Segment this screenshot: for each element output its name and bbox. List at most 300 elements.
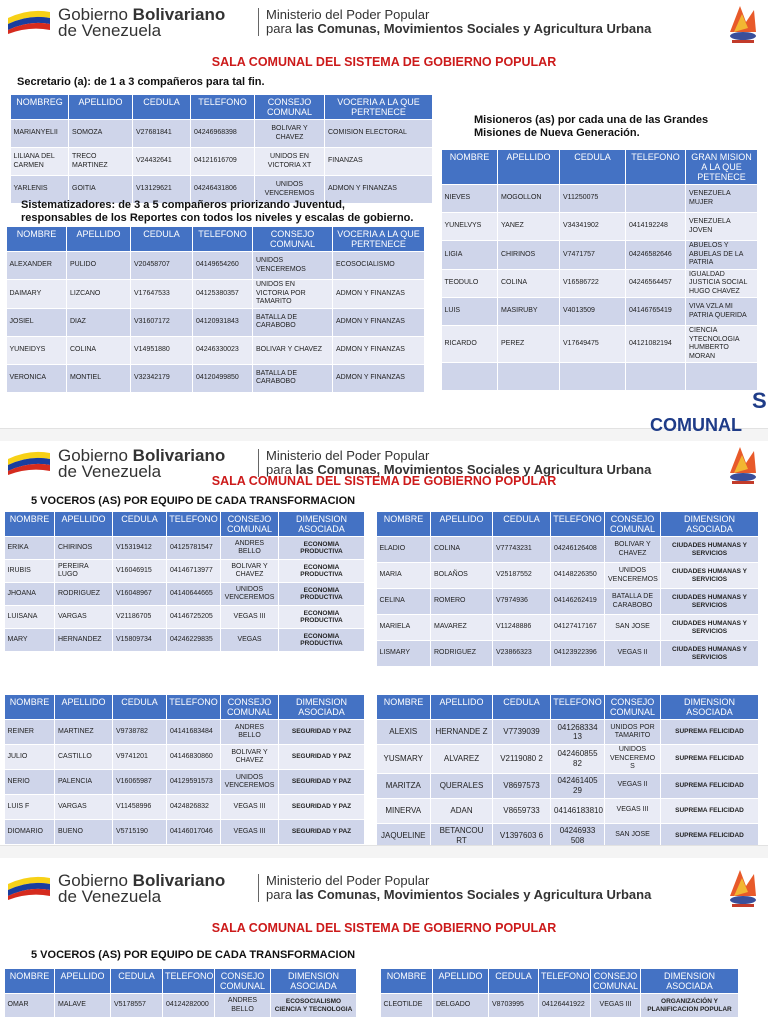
table-cell: BOLIVAR Y CHAVEZ <box>255 120 325 148</box>
table-cell: CIUDADES HUMANAS Y SERVICIOS <box>661 589 759 615</box>
table-cell: MALAVE <box>55 994 111 1018</box>
table-cell: ADMON Y FINANZAS <box>333 336 425 364</box>
column-header: CEDULA <box>493 512 551 537</box>
table-cell: LUISANA <box>5 606 55 629</box>
table-cell: 04129591573 <box>167 770 221 795</box>
table-cell: CIUDADES HUMANAS Y SERVICIOS <box>661 563 759 589</box>
table-cell: 04125781547 <box>167 537 221 560</box>
column-header: APELLIDO <box>431 695 493 720</box>
table-cell: SAN JOSE <box>605 823 661 848</box>
column-header: DIMENSION ASOCIADA <box>271 969 357 994</box>
table-cell: QUERALES <box>431 773 493 798</box>
table-row <box>377 563 759 589</box>
table-cell: SEGURIDAD Y PAZ <box>279 820 365 845</box>
table-cell: V15319412 <box>113 537 167 560</box>
table-cell: V16048967 <box>113 583 167 606</box>
table-cell: 04123922396 <box>551 641 605 667</box>
column-header: CONSEJO COMUNAL <box>221 512 279 537</box>
table-cell: SUPREMA FELICIDAD <box>661 720 759 745</box>
table-cell: YUNELVYS <box>442 213 498 241</box>
table-cell: RICARDO <box>442 326 498 363</box>
ministerio-line-2: para las Comunas, Movimientos Sociales y Agricultura Urbana <box>266 887 652 902</box>
table-cell: FINANZAS <box>325 148 433 176</box>
table-cell: MONTIEL <box>67 364 131 392</box>
table-row <box>377 745 759 774</box>
table-cell: VEGAS III <box>591 994 641 1018</box>
table-cell: V27681841 <box>133 120 191 148</box>
table-cell: SUPREMA FELICIDAD <box>661 823 759 848</box>
table-row <box>11 148 433 176</box>
table-cell: V7471757 <box>560 241 626 270</box>
table-row <box>377 773 759 798</box>
table-cell: V8703995 <box>489 994 539 1018</box>
table-cell: VEGAS <box>221 629 279 652</box>
ministerio-line-1: Ministerio del Poder Popular <box>266 7 430 22</box>
table-cell: VARGAS <box>55 795 113 820</box>
comunas-logo-icon <box>724 866 762 910</box>
table-cell <box>442 363 498 391</box>
table-row <box>5 745 365 770</box>
column-header: CEDULA <box>111 969 163 994</box>
table-cell: NERIO <box>5 770 55 795</box>
column-header: APELLIDO <box>69 95 133 120</box>
table-cell: UNIDOS POR TAMARITO <box>605 720 661 745</box>
table-cell <box>626 363 686 391</box>
table-cell: MARIANYELII <box>11 120 69 148</box>
table-cell: RODRIGUEZ <box>431 641 493 667</box>
table-cell: LIZCANO <box>67 280 131 309</box>
venezuela-flag-icon <box>8 8 50 34</box>
table-cell: BOLIVAR Y CHAVEZ <box>221 560 279 583</box>
misioneros-label <box>474 114 714 140</box>
table-cell: BATALLA DE CARABOBO <box>253 364 333 392</box>
table-cell: CHIRINOS <box>55 537 113 560</box>
column-header: TELEFONO <box>193 227 253 252</box>
table-cell: CIUDADES HUMANAS Y SERVICIOS <box>661 615 759 641</box>
seguridad-table <box>4 694 365 845</box>
table-cell: VEGAS III <box>605 798 661 823</box>
table-cell: V9738782 <box>113 720 167 745</box>
column-header: CEDULA <box>493 695 551 720</box>
table-cell: V9741201 <box>113 745 167 770</box>
table-cell: LILIANA DEL CARMEN <box>11 148 69 176</box>
table-cell: ORGANIZACIÓN Y PLANIFICACION POPULAR <box>641 994 739 1018</box>
table-cell: JAQUELINE <box>377 823 431 848</box>
column-header: CEDULA <box>133 95 191 120</box>
table-cell: 04246564457 <box>626 269 686 298</box>
table-cell: 04246126408 <box>551 537 605 563</box>
table-cell: SEGURIDAD Y PAZ <box>279 795 365 820</box>
table-cell: UNIDOS EN VICTORIA POR TAMARITO <box>253 280 333 309</box>
gobierno-subtitle: de Venezuela <box>58 462 162 481</box>
table-cell: 04246582646 <box>626 241 686 270</box>
table-cell: SEGURIDAD Y PAZ <box>279 720 365 745</box>
table-cell: MARITZA <box>377 773 431 798</box>
table-cell: TEODULO <box>442 269 498 298</box>
column-header: CONSEJO COMUNAL <box>221 695 279 720</box>
table-cell: VEGAS III <box>221 606 279 629</box>
table-cell: 04121082194 <box>626 326 686 363</box>
sistematizadores-label <box>21 199 441 225</box>
table-cell: 04146713977 <box>167 560 221 583</box>
column-header: NOMBRE <box>377 695 431 720</box>
table-cell: SUPREMA FELICIDAD <box>661 798 759 823</box>
table-row <box>7 308 425 336</box>
table-cell: 04146262419 <box>551 589 605 615</box>
column-header: APELLIDO <box>431 512 493 537</box>
table-cell: IGUALDAD JUSTICIA SOCIAL HUGO CHAVEZ <box>686 269 758 298</box>
table-cell: CIUDADES HUMANAS Y SERVICIOS <box>661 641 759 667</box>
table-cell: 04120931843 <box>193 308 253 336</box>
table-cell: RODRIGUEZ <box>55 583 113 606</box>
fragment-comunal: COMUNAL <box>650 415 742 435</box>
table-row <box>377 615 759 641</box>
column-header: VOCERIA A LA QUE PERTENECE <box>325 95 433 120</box>
table-cell: SOMOZA <box>69 120 133 148</box>
table-cell: V25187552 <box>493 563 551 589</box>
column-header: NOMBRE <box>442 150 498 185</box>
table-cell: CIENCIA YTECNOLOGIA HUMBERTO MORAN <box>686 326 758 363</box>
table-cell: V11250075 <box>560 185 626 213</box>
table-row <box>7 280 425 309</box>
table-cell: ALEXANDER <box>7 252 67 280</box>
table-cell: CLEOTILDE <box>381 994 433 1018</box>
table-cell: 04124282000 <box>163 994 215 1018</box>
table-row <box>442 298 758 326</box>
table-cell: BOLIVAR Y CHAVEZ <box>221 745 279 770</box>
column-header: TELEFONO <box>167 695 221 720</box>
table-cell <box>560 363 626 391</box>
table-cell: V34341902 <box>560 213 626 241</box>
table-cell: BETANCOU RT <box>431 823 493 848</box>
table-cell: V16065987 <box>113 770 167 795</box>
table-cell: 041268334 13 <box>551 720 605 745</box>
column-header: NOMBRE <box>5 695 55 720</box>
table-cell: LISMARY <box>377 641 431 667</box>
table-cell: COLINA <box>498 269 560 298</box>
table-cell: VEGAS III <box>221 795 279 820</box>
table-row <box>377 798 759 823</box>
header-3 <box>6 870 706 904</box>
column-header: NOMBRE <box>5 969 55 994</box>
table-cell: MARIA <box>377 563 431 589</box>
table-cell: SUPREMA FELICIDAD <box>661 773 759 798</box>
table-row <box>442 185 758 213</box>
gobierno-subtitle: de Venezuela <box>58 21 162 40</box>
table-cell: MARY <box>5 629 55 652</box>
table-cell: DIOMARIO <box>5 820 55 845</box>
table-cell: UNIDOS VENCEREMOS <box>605 563 661 589</box>
table-cell: V7974936 <box>493 589 551 615</box>
table-cell: ABUELOS Y ABUELAS DE LA PATRIA <box>686 241 758 270</box>
table-cell: ADAN <box>431 798 493 823</box>
table-cell: 04121616709 <box>191 148 255 176</box>
table-cell: V21186705 <box>113 606 167 629</box>
table-cell: CASTILLO <box>55 745 113 770</box>
table-cell: V17647533 <box>131 280 193 309</box>
table-cell: 04141683484 <box>167 720 221 745</box>
table-cell: MASIRUBY <box>498 298 560 326</box>
organizacion-table <box>380 968 739 1018</box>
table-cell: VENEZUELA JOVEN <box>686 213 758 241</box>
table-cell: ECONOMIA PRODUCTIVA <box>279 583 365 606</box>
table-cell: PALENCIA <box>55 770 113 795</box>
voceros-label: 5 VOCEROS (AS) POR EQUIPO DE CADA TRANSFORMACION <box>31 495 356 507</box>
column-header: NOMBRE <box>381 969 433 994</box>
table-row <box>5 629 365 652</box>
table-cell: ECOSOCIALISMO CIENCIA Y TECNOLOGIA <box>271 994 357 1018</box>
table-cell: MOGOLLON <box>498 185 560 213</box>
table-cell: V5178557 <box>111 994 163 1018</box>
table-cell: 04246933 508 <box>551 823 605 848</box>
table-row <box>5 770 365 795</box>
table-row <box>11 120 433 148</box>
table-cell: ECONOMIA PRODUCTIVA <box>279 537 365 560</box>
table-cell: SEGURIDAD Y PAZ <box>279 770 365 795</box>
table-row <box>5 537 365 560</box>
economia-table <box>4 511 365 652</box>
table-cell: V24432641 <box>133 148 191 176</box>
table-cell: PEREIRA LUGO <box>55 560 113 583</box>
column-header: DIMENSION ASOCIADA <box>661 512 759 537</box>
table-cell: UNIDOS EN VICTORIA XT <box>255 148 325 176</box>
table-cell: V5715190 <box>113 820 167 845</box>
table-cell: PULIDO <box>67 252 131 280</box>
column-header: APELLIDO <box>55 969 111 994</box>
comunas-logo-icon <box>724 2 762 46</box>
table-row <box>377 589 759 615</box>
table-cell: ECONOMIA PRODUCTIVA <box>279 606 365 629</box>
table-cell: 0414192248 <box>626 213 686 241</box>
table-cell: V31607172 <box>131 308 193 336</box>
column-header: CONSEJO COMUNAL <box>215 969 271 994</box>
gobierno-title: Gobierno Bolivariano <box>58 446 226 465</box>
table-cell: MARTINEZ <box>55 720 113 745</box>
table-cell: 0424826832 <box>167 795 221 820</box>
column-header: GRAN MISION A LA QUE PETENECE <box>686 150 758 185</box>
table-cell: VENEZUELA MUJER <box>686 185 758 213</box>
table-cell: V4013509 <box>560 298 626 326</box>
column-header: TELEFONO <box>551 512 605 537</box>
misioneros-table <box>441 149 758 391</box>
table-cell: BATALLA DE CARABOBO <box>253 308 333 336</box>
column-header: CONSEJO COMUNAL <box>591 969 641 994</box>
table-row <box>5 560 365 583</box>
table-cell: V17649475 <box>560 326 626 363</box>
column-header: APELLIDO <box>55 695 113 720</box>
table-cell: UNIDOS VENCEREMO S <box>605 745 661 774</box>
header-divider <box>258 8 259 36</box>
column-header: NOMBRE <box>7 227 67 252</box>
table-cell: PEREZ <box>498 326 560 363</box>
table-cell: UNIDOS VENCEREMOS <box>253 252 333 280</box>
column-header: CEDULA <box>560 150 626 185</box>
table-cell: 04126441922 <box>539 994 591 1018</box>
table-cell: 04149654260 <box>193 252 253 280</box>
table-cell: ALVAREZ <box>431 745 493 774</box>
table-cell: V20458707 <box>131 252 193 280</box>
gobierno-title: Gobierno Bolivariano <box>58 5 226 24</box>
table-cell: V2119080 2 <box>493 745 551 774</box>
sistematizadores-line-2: responsables de los Reportes con todos los niveles y escalas de gobierno. <box>21 212 414 224</box>
table-cell: 04146183810 <box>551 798 605 823</box>
table-cell: 04246229835 <box>167 629 221 652</box>
table-cell: YUNEIDYS <box>7 336 67 364</box>
ecosocialismo-table <box>4 968 357 1018</box>
header-divider <box>258 874 259 902</box>
table-cell: ANDRES BELLO <box>221 537 279 560</box>
column-header: TELEFONO <box>167 512 221 537</box>
table-cell: DELGADO <box>433 994 489 1018</box>
table-row <box>7 336 425 364</box>
table-cell: V77743231 <box>493 537 551 563</box>
page-separator-2 <box>0 845 768 859</box>
table-cell: ECONOMIA PRODUCTIVA <box>279 560 365 583</box>
sistematizadores-line-1: Sistematizadores: de 3 a 5 compañeros priorizando Juventud, <box>21 199 345 211</box>
table-cell: V8697573 <box>493 773 551 798</box>
column-header: CEDULA <box>113 695 167 720</box>
table-cell <box>686 363 758 391</box>
column-header: TELEFONO <box>191 95 255 120</box>
table-cell: ANDRES BELLO <box>221 720 279 745</box>
table-cell: ERIKA <box>5 537 55 560</box>
table-row <box>5 820 365 845</box>
table-row <box>5 994 357 1018</box>
table-cell: UNIDOS VENCEREMOS <box>255 176 325 204</box>
ministerio-line-2: para las Comunas, Movimientos Sociales y Agricultura Urbana <box>266 21 652 36</box>
table-cell: 04148226350 <box>551 563 605 589</box>
table-cell: VARGAS <box>55 606 113 629</box>
table-cell: COLINA <box>67 336 131 364</box>
column-header: APELLIDO <box>67 227 131 252</box>
page-3 <box>0 858 768 1024</box>
table-row <box>5 795 365 820</box>
table-row <box>442 363 758 391</box>
table-cell: DIAZ <box>67 308 131 336</box>
column-header: NOMBREG <box>11 95 69 120</box>
table-cell: 04246330023 <box>193 336 253 364</box>
table-cell: LUIS <box>442 298 498 326</box>
table-cell: BOLIVAR Y CHAVEZ <box>605 537 661 563</box>
column-header: DIMENSION ASOCIADA <box>641 969 739 994</box>
table-cell: LIGIA <box>442 241 498 270</box>
table-row <box>377 641 759 667</box>
table-cell: JOSIEL <box>7 308 67 336</box>
table-cell: MAVAREZ <box>431 615 493 641</box>
table-cell: VEGAS II <box>605 641 661 667</box>
sala-title: SALA COMUNAL DEL SISTEMA DE GOBIERNO POPULAR <box>211 921 557 935</box>
table-cell: NIEVES <box>442 185 498 213</box>
table-cell: HERNANDE Z <box>431 720 493 745</box>
column-header: APELLIDO <box>433 969 489 994</box>
table-cell: DAIMARY <box>7 280 67 309</box>
header-divider <box>258 449 259 477</box>
table-cell: 04146017046 <box>167 820 221 845</box>
table-cell: SAN JOSE <box>605 615 661 641</box>
table-cell: 04125380357 <box>193 280 253 309</box>
sala-title: SALA COMUNAL DEL SISTEMA DE GOBIERNO POPULAR <box>211 55 557 69</box>
column-header: CEDULA <box>131 227 193 252</box>
table-cell: UNIDOS VENCEREMOS <box>221 583 279 606</box>
sistematizadores-table <box>6 226 425 393</box>
table-cell: YANEZ <box>498 213 560 241</box>
table-cell <box>498 363 560 391</box>
table-cell: ECOSOCIALISMO <box>333 252 425 280</box>
column-header: CEDULA <box>113 512 167 537</box>
page-2 <box>0 415 768 845</box>
table-row <box>5 720 365 745</box>
table-cell: MINERVA <box>377 798 431 823</box>
table-cell: 042460855 82 <box>551 745 605 774</box>
table-cell: 04246968398 <box>191 120 255 148</box>
column-header: CEDULA <box>489 969 539 994</box>
column-header: NOMBRE <box>5 512 55 537</box>
table-cell: YUSMARY <box>377 745 431 774</box>
ministerio-line-1: Ministerio del Poder Popular <box>266 448 430 463</box>
column-header: NOMBRE <box>377 512 431 537</box>
header-1 <box>6 4 706 38</box>
table-row <box>5 606 365 629</box>
table-cell: SEGURIDAD Y PAZ <box>279 745 365 770</box>
table-cell: ANDRES BELLO <box>215 994 271 1018</box>
table-cell: ELADIO <box>377 537 431 563</box>
table-cell: 04146830860 <box>167 745 221 770</box>
table-cell: ROMERO <box>431 589 493 615</box>
column-header: DIMENSION ASOCIADA <box>661 695 759 720</box>
column-header: DIMENSION ASOCIADA <box>279 695 365 720</box>
table-cell: V14951880 <box>131 336 193 364</box>
column-header: CONSEJO COMUNAL <box>605 695 661 720</box>
sala-title: SALA COMUNAL DEL SISTEMA DE GOBIERNO POPULAR <box>211 474 557 488</box>
table-cell: CELINA <box>377 589 431 615</box>
table-cell: JHOANA <box>5 583 55 606</box>
table-cell: TRECO MARTINEZ <box>69 148 133 176</box>
table-cell: BOLIVAR Y CHAVEZ <box>253 336 333 364</box>
column-header: TELEFONO <box>163 969 215 994</box>
table-cell: 042461405 29 <box>551 773 605 798</box>
table-row <box>377 720 759 745</box>
table-cell: V8659733 <box>493 798 551 823</box>
ciudades-table <box>376 511 759 667</box>
ministerio-line-1: Ministerio del Poder Popular <box>266 873 430 888</box>
column-header: TELEFONO <box>539 969 591 994</box>
table-cell: HERNANDEZ <box>55 629 113 652</box>
suprema-table <box>376 694 759 849</box>
table-cell: REINER <box>5 720 55 745</box>
misioneros-line-1: Misioneros (as) por cada una de las Grandes <box>474 114 709 126</box>
table-cell: 04140644665 <box>167 583 221 606</box>
table-cell: UNIDOS VENCEREMOS <box>221 770 279 795</box>
column-header: CONSEJO COMUNAL <box>255 95 325 120</box>
table-cell: OMAR <box>5 994 55 1018</box>
ministerio-line-2: para las Comunas, Movimientos Sociales y Agricultura Urbana <box>266 462 652 477</box>
table-cell: V23866323 <box>493 641 551 667</box>
table-row <box>7 252 425 280</box>
table-cell: V1397603 6 <box>493 823 551 848</box>
table-row <box>442 241 758 270</box>
column-header: TELEFONO <box>626 150 686 185</box>
table-cell: ECONOMIA PRODUCTIVA <box>279 629 365 652</box>
table-row <box>5 583 365 606</box>
secretario-label: Secretario (a): de 1 a 3 compañeros para tal fin. <box>17 76 265 88</box>
table-cell: ADMON Y FINANZAS <box>333 280 425 309</box>
table-cell: MARIELA <box>377 615 431 641</box>
table-cell: 04146765419 <box>626 298 686 326</box>
table-cell: V32342179 <box>131 364 193 392</box>
table-cell: V11248886 <box>493 615 551 641</box>
table-row <box>442 213 758 241</box>
column-header: TELEFONO <box>551 695 605 720</box>
